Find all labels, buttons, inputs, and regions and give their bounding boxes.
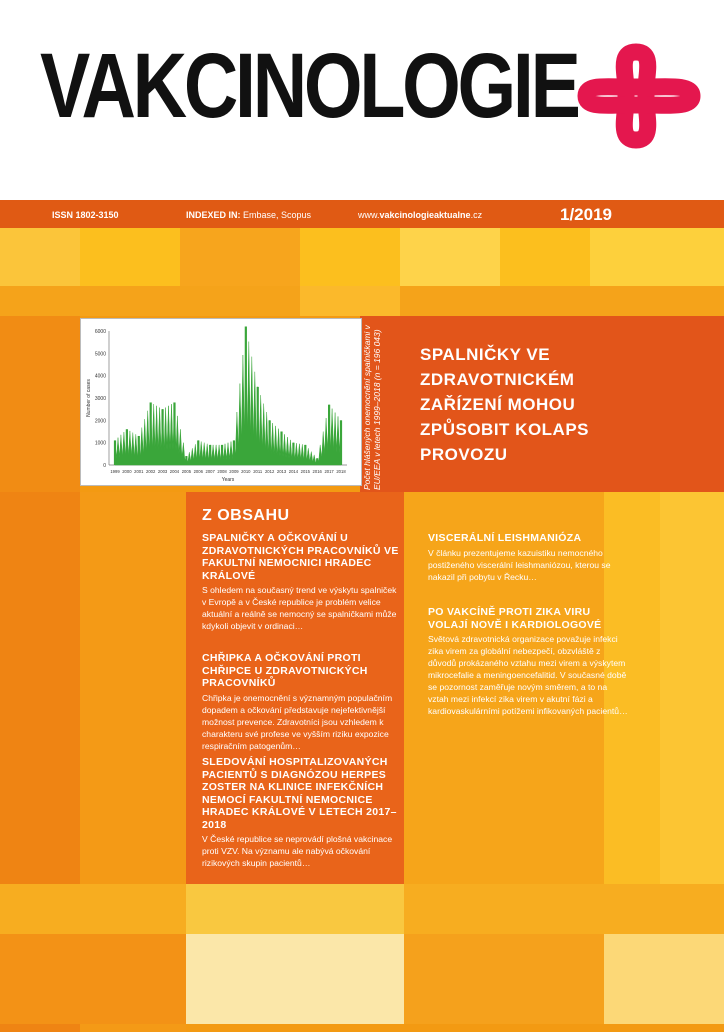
x-tick-label: 2008 [217, 469, 227, 474]
y-tick-label: 5000 [94, 351, 106, 358]
x-tick-label: 2018 [336, 469, 346, 474]
x-tick-label: 2005 [181, 469, 192, 474]
x-tick-label: 2016 [312, 469, 322, 474]
masthead [0, 0, 724, 200]
y-axis-label: Number of cases [86, 379, 92, 417]
issue-number: 1/2019 [560, 205, 612, 224]
website-domain: vakcinologieaktualne [379, 210, 471, 220]
x-tick-label: 2011 [253, 469, 263, 474]
y-tick-label: 4000 [94, 373, 106, 380]
article-title: PO VAKCÍNĚ PROTI ZIKA VIRU VOLAJÍ NOVĚ I KARDIOLOGOVÉ [428, 606, 602, 631]
red-cross-plus-icon [572, 40, 704, 152]
y-tick-label: 1000 [94, 440, 106, 447]
x-tick-label: 2003 [157, 469, 168, 474]
indexed-value: Embase, Scopus [240, 210, 312, 220]
cases-area-series [115, 327, 341, 466]
article-influenza-vaccination[interactable] [202, 652, 402, 752]
x-tick-label: 1999 [110, 469, 120, 474]
chart-caption [356, 322, 416, 492]
x-tick-label: 2017 [324, 469, 334, 474]
article-leishmaniasis[interactable] [428, 532, 628, 583]
info-strip [0, 200, 724, 228]
y-tick-label: 0 [103, 463, 106, 469]
website-suffix: .cz [470, 210, 483, 220]
x-tick-label: 2014 [288, 469, 299, 474]
x-tick-label: 2015 [300, 469, 310, 474]
x-tick-label: 2001 [134, 469, 144, 474]
x-tick-label: 2006 [193, 469, 203, 474]
x-tick-label: 2004 [169, 469, 180, 474]
x-tick-label: 2002 [146, 469, 156, 474]
indexed-in [186, 210, 311, 220]
article-abstract: Světová zdravotnická organizace považuje infekci zika virem za globální nebezpečí, obzvláště z důvodů prokázaného vztahu mezi virem a výskytem mikrocefalie a meningoencefalitid. V současné době se pozornost zaměřuje novým směrem, a to na vztah mezi infekcí zika virem v akutní fázi a kardiovaskulárními potížemi infikovaných pacientů… [428, 634, 628, 716]
article-title: SPALNIČKY A OČKOVÁNÍ U ZDRAVOTNICKÝCH PRACOVNÍKŮ VE FAKULTNÍ NEMOCNICI HRADEC KRÁLOVÉ [202, 532, 399, 582]
y-tick-label: 2000 [94, 418, 106, 425]
x-axis-label: Years [221, 477, 235, 483]
x-tick-label: 2007 [205, 469, 215, 474]
cover-headline: SPALNIČKY VE ZDRAVOTNICKÉM ZAŘÍZENÍ MOHOU ZPŮSOBIT KOLAPS PROVOZU [420, 345, 590, 464]
issn: ISSN 1802-3150 [52, 210, 119, 220]
x-tick-label: 2000 [122, 469, 132, 474]
article-title: CHŘIPKA A OČKOVÁNÍ PROTI CHŘIPCE U ZDRAVOTNICKÝCH PRACOVNÍKŮ [202, 652, 368, 689]
x-tick-label: 2010 [241, 469, 251, 474]
x-tick-label: 2009 [229, 469, 239, 474]
article-abstract: V České republice se neprovádí plošná vakcinace proti VZV. Na významu ale nabývá očkování rizikových skupin pacientů… [202, 834, 393, 868]
article-abstract: S ohledem na současný trend ve výskytu spalniček v Evropě a v České republice je problém velice aktuální a reálně se nemocný se spalničkami může kdykoli objevit v ordinaci… [202, 585, 397, 631]
measles-cases-chart [81, 319, 361, 485]
website-prefix: www. [358, 210, 380, 220]
indexed-label: INDEXED IN: [186, 210, 241, 220]
article-measles-vaccination[interactable] [202, 532, 402, 632]
website-link[interactable] [358, 210, 482, 220]
chart-panel [80, 318, 362, 486]
article-title: SLEDOVÁNÍ HOSPITALIZOVANÝCH PACIENTŮ S DIAGNÓZOU HERPES ZOSTER NA KLINICE INFEKČNÍCH NEMOCÍ FAKULTNÍ NEMOCNICE HRADEC KRÁLOVÉ V LETECH 2017–2018 [202, 756, 397, 831]
article-title: VISCERÁLNÍ LEISHMANIÓZA [428, 532, 582, 544]
x-tick-label: 2013 [276, 469, 287, 474]
article-abstract: Chřipka je onemocnění s významným populačním dopadem a očkování představuje nejefektivnější možnost prevence. Zdravotníci jsou vzhledem k charakteru své profese ve vyšším riziku expozice respiračním patogenům… [202, 692, 393, 751]
chart-caption-text: Počet hlášených onemocnění spalničkami v EU/EEA v letech 1999–2018 (n = 196 043) [362, 325, 382, 490]
article-herpes-zoster[interactable] [202, 756, 402, 869]
masthead-title: VAKCINOLOGIE [40, 35, 578, 137]
y-tick-label: 6000 [94, 329, 106, 335]
toc-title: Z OBSAHU [202, 507, 290, 524]
article-zika-vaccine[interactable] [428, 606, 628, 717]
article-abstract: V článku prezentujeme kazuistiku nemocného postiženého viscerální leishmaniózou, kterou se nakazil při pobytu v Řecku… [428, 547, 611, 582]
y-tick-label: 3000 [94, 396, 106, 402]
x-tick-label: 2012 [264, 469, 275, 474]
